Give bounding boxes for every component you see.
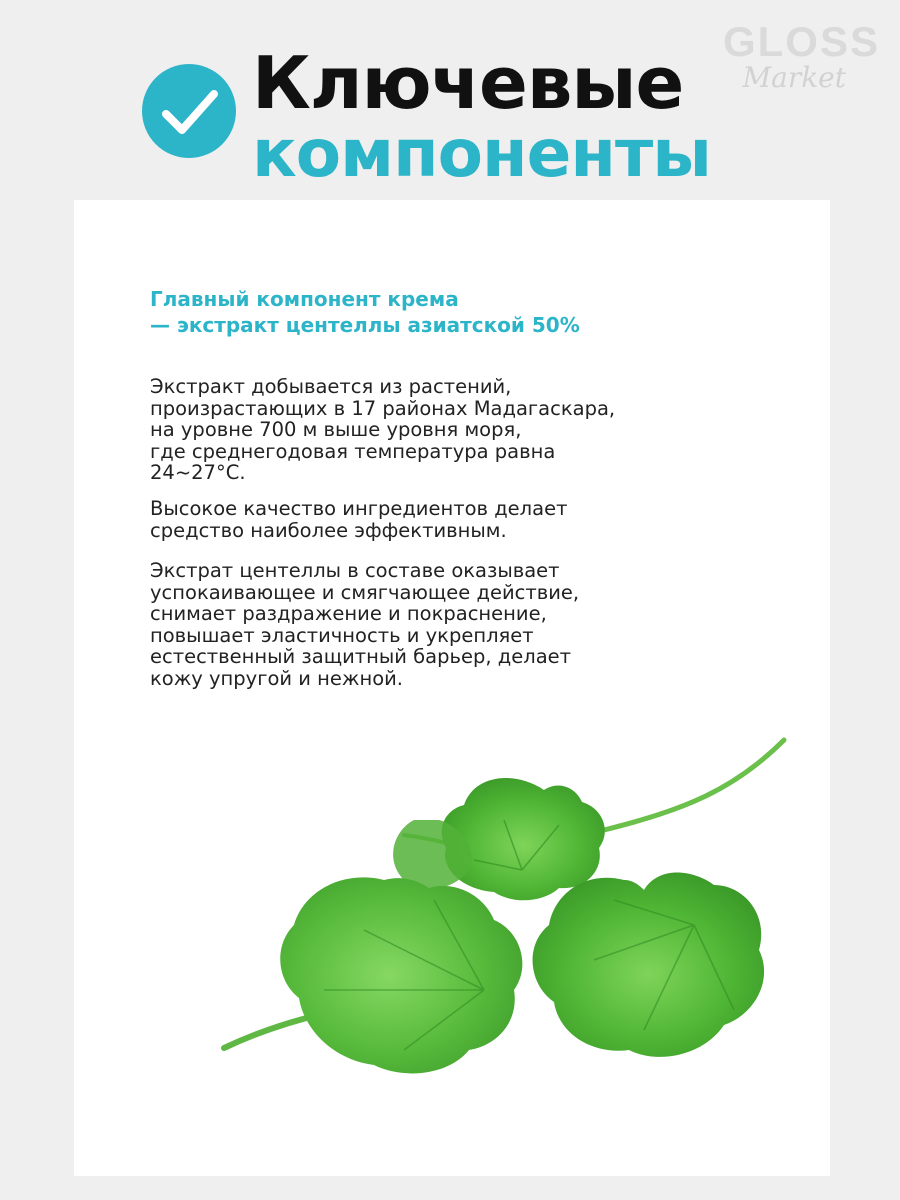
text-line: 24~27°C. [150,461,246,485]
subtitle-line: Главный компонент крема [150,287,459,311]
paragraph-effects [150,560,750,690]
paragraph-origin [150,376,750,484]
card-subtitle [150,286,750,338]
text-line: Высокое качество ингредиентов делает [150,497,568,520]
text-line: Экстракт добывается из растений, [150,375,512,398]
text-line: кожу упругой и нежной. [150,666,404,690]
text-line: Экстрат центеллы в составе оказывает [150,559,560,582]
text-line: снимает раздражение и покраснение, [150,602,547,626]
text-line: успокаивающее и смягчающее действие, [150,580,580,604]
logo-subtitle: Market [742,61,846,94]
text-line: естественный защитный барьер, делает [150,645,572,669]
text-line: средство наиболее эффективным. [150,518,507,542]
text-line: произрастающих в 17 районах Мадагаскара, [150,396,616,420]
text-line: повышает эластичность и укрепляет [150,623,534,647]
paragraph-quality [150,498,750,541]
text-line: где среднегодовая температура равна [150,439,556,463]
page-title-line2: компоненты [252,115,711,192]
checkmark-badge [142,64,236,158]
brand-logo [712,20,880,100]
subtitle-line: — экстракт центеллы азиатской 50% [150,313,580,337]
checkmark-icon [142,64,236,158]
logo-wordmark: GLOSS [722,18,880,65]
content-card [74,200,830,1176]
centella-leaves-image [214,730,794,1150]
page-title-line1: Ключевые [252,41,684,125]
text-line: на уровне 700 м выше уровня моря, [150,418,522,442]
